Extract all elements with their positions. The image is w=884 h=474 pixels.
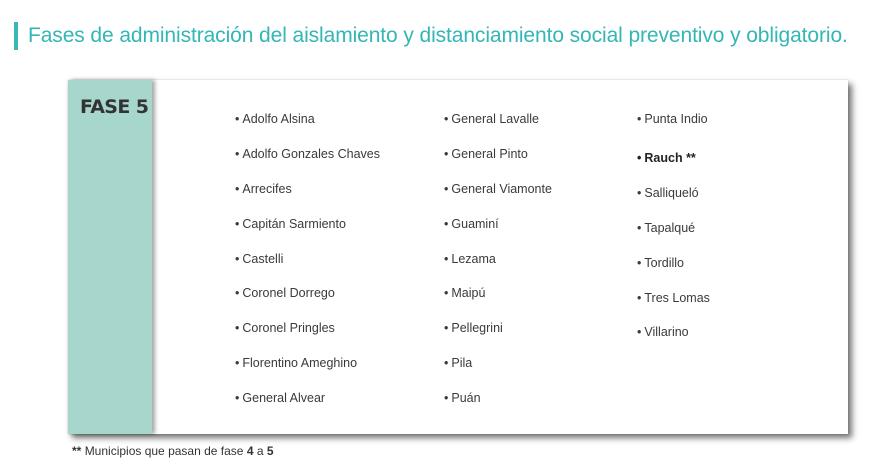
bullet-icon: •: [444, 286, 449, 301]
municipality-name: Arrecifes: [242, 181, 292, 196]
bullet-icon: •: [637, 151, 642, 165]
municipality-name: Punta Indio: [644, 112, 708, 126]
municipality-name: Puán: [451, 391, 481, 406]
municipality-column-3: [637, 109, 710, 357]
footnote-text: Municipios que pasan de fase: [84, 444, 244, 458]
municipality-name: Pila: [451, 356, 473, 371]
municipality-name: Florentino Ameghino: [242, 356, 358, 371]
municipality-name: Castelli: [242, 251, 284, 266]
bullet-icon: •: [444, 356, 449, 371]
municipality-name: Adolfo Alsina: [242, 112, 315, 126]
municipality-name: Coronel Pringles: [242, 321, 335, 336]
bullet-icon: •: [235, 181, 240, 196]
municipality-name: Villarino: [644, 325, 689, 340]
municipality-item: [235, 249, 380, 284]
page-header: [14, 22, 848, 50]
municipality-item: [637, 148, 710, 183]
municipality-item: [444, 249, 552, 284]
bullet-icon: •: [444, 181, 449, 196]
municipality-name: Adolfo Gonzales Chaves: [242, 146, 380, 161]
municipality-item: [444, 283, 552, 318]
municipality-item: [444, 214, 552, 249]
municipality-item: [637, 322, 710, 357]
phase-panel: [68, 80, 152, 434]
municipality-name: General Alvear: [242, 391, 326, 406]
municipality-name: Salliqueló: [644, 185, 699, 200]
municipality-column-1: [235, 109, 380, 423]
footnote: [72, 444, 274, 458]
municipality-item: [637, 288, 710, 323]
municipality-item: [235, 109, 380, 144]
bullet-icon: •: [637, 255, 642, 270]
bullet-icon: •: [235, 216, 240, 231]
bullet-icon: •: [637, 112, 642, 126]
bullet-icon: •: [637, 220, 642, 235]
municipality-column-2: [444, 109, 552, 423]
municipality-item: [235, 318, 380, 353]
municipality-item: [235, 214, 380, 249]
municipality-name: General Pinto: [451, 146, 528, 161]
bullet-icon: •: [637, 290, 642, 305]
municipality-item: [235, 283, 380, 318]
bullet-icon: •: [235, 146, 240, 161]
bullet-icon: •: [235, 251, 240, 266]
municipality-name: Tres Lomas: [644, 290, 710, 305]
municipality-item: [235, 144, 380, 179]
municipality-name: Lezama: [451, 251, 496, 266]
municipality-item: [235, 353, 380, 388]
municipality-item: [637, 183, 710, 218]
municipality-name: Tordillo: [644, 255, 684, 270]
title-accent-bar: [14, 22, 18, 50]
bullet-icon: •: [235, 391, 240, 406]
municipality-item: [444, 353, 552, 388]
municipality-name: General Viamonte: [451, 181, 552, 196]
bullet-icon: •: [235, 286, 240, 301]
phase-label: FASE 5: [80, 96, 149, 118]
bullet-icon: •: [235, 356, 240, 371]
municipality-name: Tapalqué: [644, 220, 696, 235]
footnote-from-phase: 4: [246, 444, 254, 458]
bullet-icon: •: [637, 185, 642, 200]
municipality-item: [637, 218, 710, 253]
bullet-icon: •: [444, 391, 449, 406]
municipality-name: Maipú: [451, 286, 486, 301]
phase-card: [68, 80, 848, 434]
municipality-item: [637, 253, 710, 288]
bullet-icon: •: [637, 325, 642, 340]
municipality-item: [444, 109, 552, 144]
municipality-item: [444, 388, 552, 423]
bullet-icon: •: [444, 321, 449, 336]
municipality-item: [235, 388, 380, 423]
bullet-icon: •: [444, 146, 449, 161]
bullet-icon: •: [235, 321, 240, 336]
municipality-name: Guaminí: [451, 216, 499, 231]
municipality-item: [444, 144, 552, 179]
bullet-icon: •: [444, 112, 449, 126]
footnote-marker: **: [72, 444, 82, 458]
municipality-name: General Lavalle: [451, 112, 539, 126]
bullet-icon: •: [235, 112, 240, 126]
bullet-icon: •: [444, 251, 449, 266]
municipality-name: Rauch **: [644, 151, 696, 165]
footnote-to-phase: 5: [266, 444, 274, 458]
bullet-icon: •: [444, 216, 449, 231]
page-title: Fases de administración del aislamiento y distanciamiento social preventivo y obligatorio.: [28, 24, 848, 47]
municipality-name: Coronel Dorrego: [242, 286, 335, 301]
municipality-name: Pellegrini: [451, 321, 503, 336]
municipality-item: [637, 109, 710, 148]
footnote-connector: a: [256, 444, 264, 458]
municipality-item: [444, 318, 552, 353]
municipality-name: Capitán Sarmiento: [242, 216, 346, 231]
municipality-item: [235, 179, 380, 214]
municipality-item: [444, 179, 552, 214]
